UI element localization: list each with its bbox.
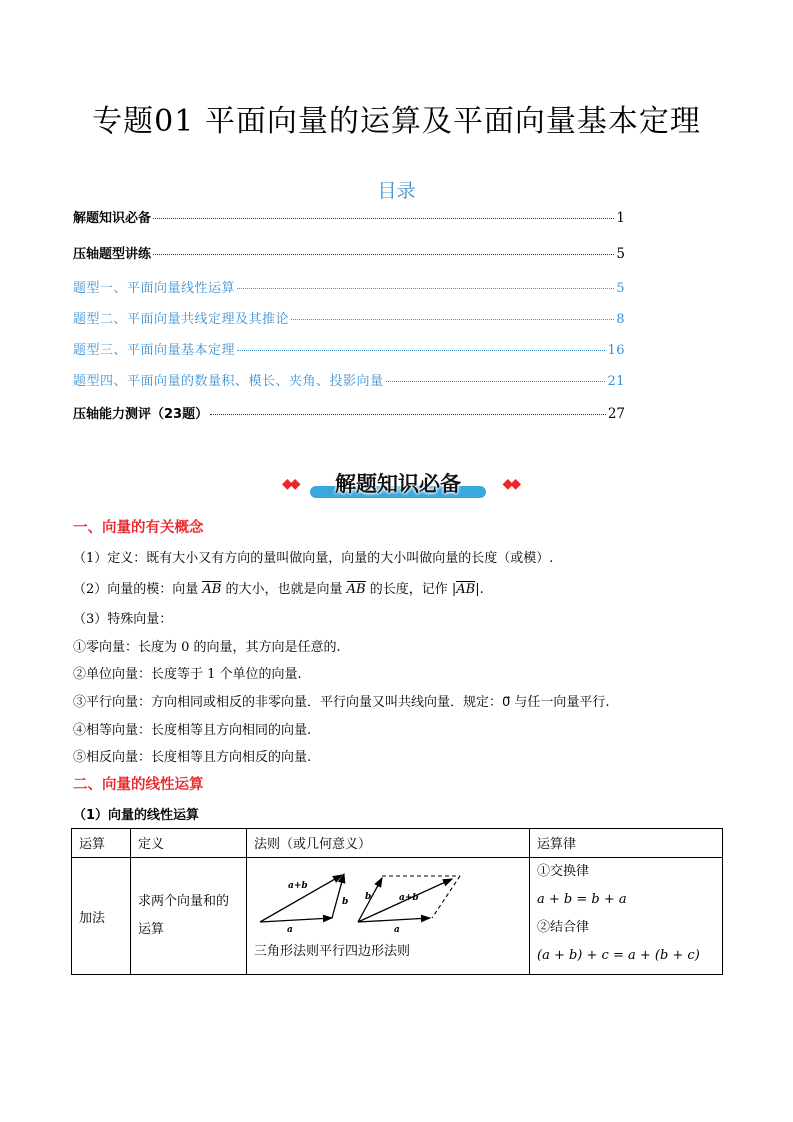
toc-entry-page: 16 [607,343,625,358]
toc-entry-label: 压轴题型讲练 [73,247,152,262]
list-item: ①零向量：长度为 0 的向量，其方向是任意的. [73,640,341,655]
toc-heading: 目录 [377,180,416,202]
law-associative-formula: (a + b) + c = a + (b + c) [537,948,700,963]
toc-entry-type2[interactable] [73,308,625,327]
label-b: b [342,897,349,907]
list-item: ④相等向量：长度相等且方向相同的向量. [73,723,312,738]
table-cell-laws [530,858,723,975]
table-cell-op: 加法 [72,858,131,975]
toc-entry-knowledge[interactable] [73,207,625,226]
toc-entry-page: 21 [607,374,625,389]
toc-entry-label: 题型四、平面向量的数量积、模长、夹角、投影向量 [73,374,384,389]
special-vectors-text: （3）特殊向量： [73,612,173,627]
table-header: 定义 [131,829,247,858]
list-item: ②单位向量：长度等于 1 个单位的向量. [73,667,302,682]
label-a: a [394,925,400,932]
toc-leader-dots [237,288,614,289]
diamond-icon: ◆◆ [282,476,298,492]
vector-ab: AB [456,582,476,597]
toc-entry-page: 5 [616,281,625,296]
section-banner [280,466,520,502]
triangle-rule-diagram [260,874,348,932]
toc-entry-label: 题型三、平面向量基本定理 [73,343,236,358]
toc-entry-page: 8 [616,312,625,327]
label-b: b [365,892,372,902]
toc-entry-type4[interactable] [73,370,625,389]
table-cell-def: 求两个向量和的运算 [131,858,247,975]
law-commutative-formula: a + b = b + a [537,892,627,907]
modulus-part: （2）向量的模：向量 [73,582,203,597]
list-item: ⑤相反向量：长度相等且方向相反的向量. [73,750,312,765]
toc-entry-page: 5 [616,246,625,262]
table-header-row [72,829,723,858]
vector-ab: AB [202,582,222,597]
modulus-part: |. [475,582,484,597]
parallelogram-rule-diagram [358,876,460,932]
toc-leader-dots [386,381,606,382]
page-title: 专题01 平面向量的运算及平面向量基本定理 [92,104,701,139]
toc-entry-practice[interactable] [73,243,625,262]
operations-table [71,828,723,975]
toc-entry-page: 27 [607,406,625,422]
toc-leader-dots [237,350,605,351]
diamond-icon: ◆◆ [502,476,518,492]
section1-heading: 一、向量的有关概念 [73,520,204,536]
toc-entry-test[interactable] [73,403,625,422]
vector-ab: AB [346,582,366,597]
banner-text: 解题知识必备 [335,472,461,496]
definition-text: （1）定义：既有大小又有方向的量叫做向量，向量的大小叫做向量的长度（或模）. [73,551,554,566]
list-item: ③平行向量：方向相同或相反的非零向量．平行向量又叫共线向量．规定：0⃗ 与任一向量平行. [73,695,610,710]
section2-heading: 二、向量的线性运算 [73,777,204,793]
toc-entry-type1[interactable] [73,277,625,296]
toc-entry-page: 1 [616,210,625,226]
law-commutative-label: ①交换律 [537,864,590,879]
table-row [72,858,723,975]
toc-entry-label: 解题知识必备 [73,211,152,226]
table-header: 运算 [72,829,131,858]
modulus-text [73,578,484,597]
table-cell-rule [247,858,530,975]
modulus-part: 的大小，也就是向量 [221,582,347,597]
law-associative-label: ②结合律 [537,920,590,935]
toc-entry-label: 题型二、平面向量共线定理及其推论 [73,312,290,327]
toc-leader-dots [291,319,614,320]
toc-leader-dots [210,414,606,415]
vector-addition-figure [254,862,516,932]
label-a: a [287,925,293,932]
table-header: 运算律 [530,829,723,858]
label-sum: a+b [288,881,308,891]
label-sum: a+b [399,893,419,903]
rule-caption: 三角形法则平行四边形法则 [254,944,411,959]
toc-leader-dots [153,254,614,255]
subsection-heading: （1）向量的线性运算 [73,808,200,823]
toc-leader-dots [153,218,614,219]
modulus-part: 的长度，记作 | [365,582,457,597]
toc-entry-label: 压轴能力测评（23题） [73,407,209,422]
toc-entry-label: 题型一、平面向量线性运算 [73,281,236,296]
table-header: 法则（或几何意义） [247,829,530,858]
toc-entry-type3[interactable] [73,339,625,358]
